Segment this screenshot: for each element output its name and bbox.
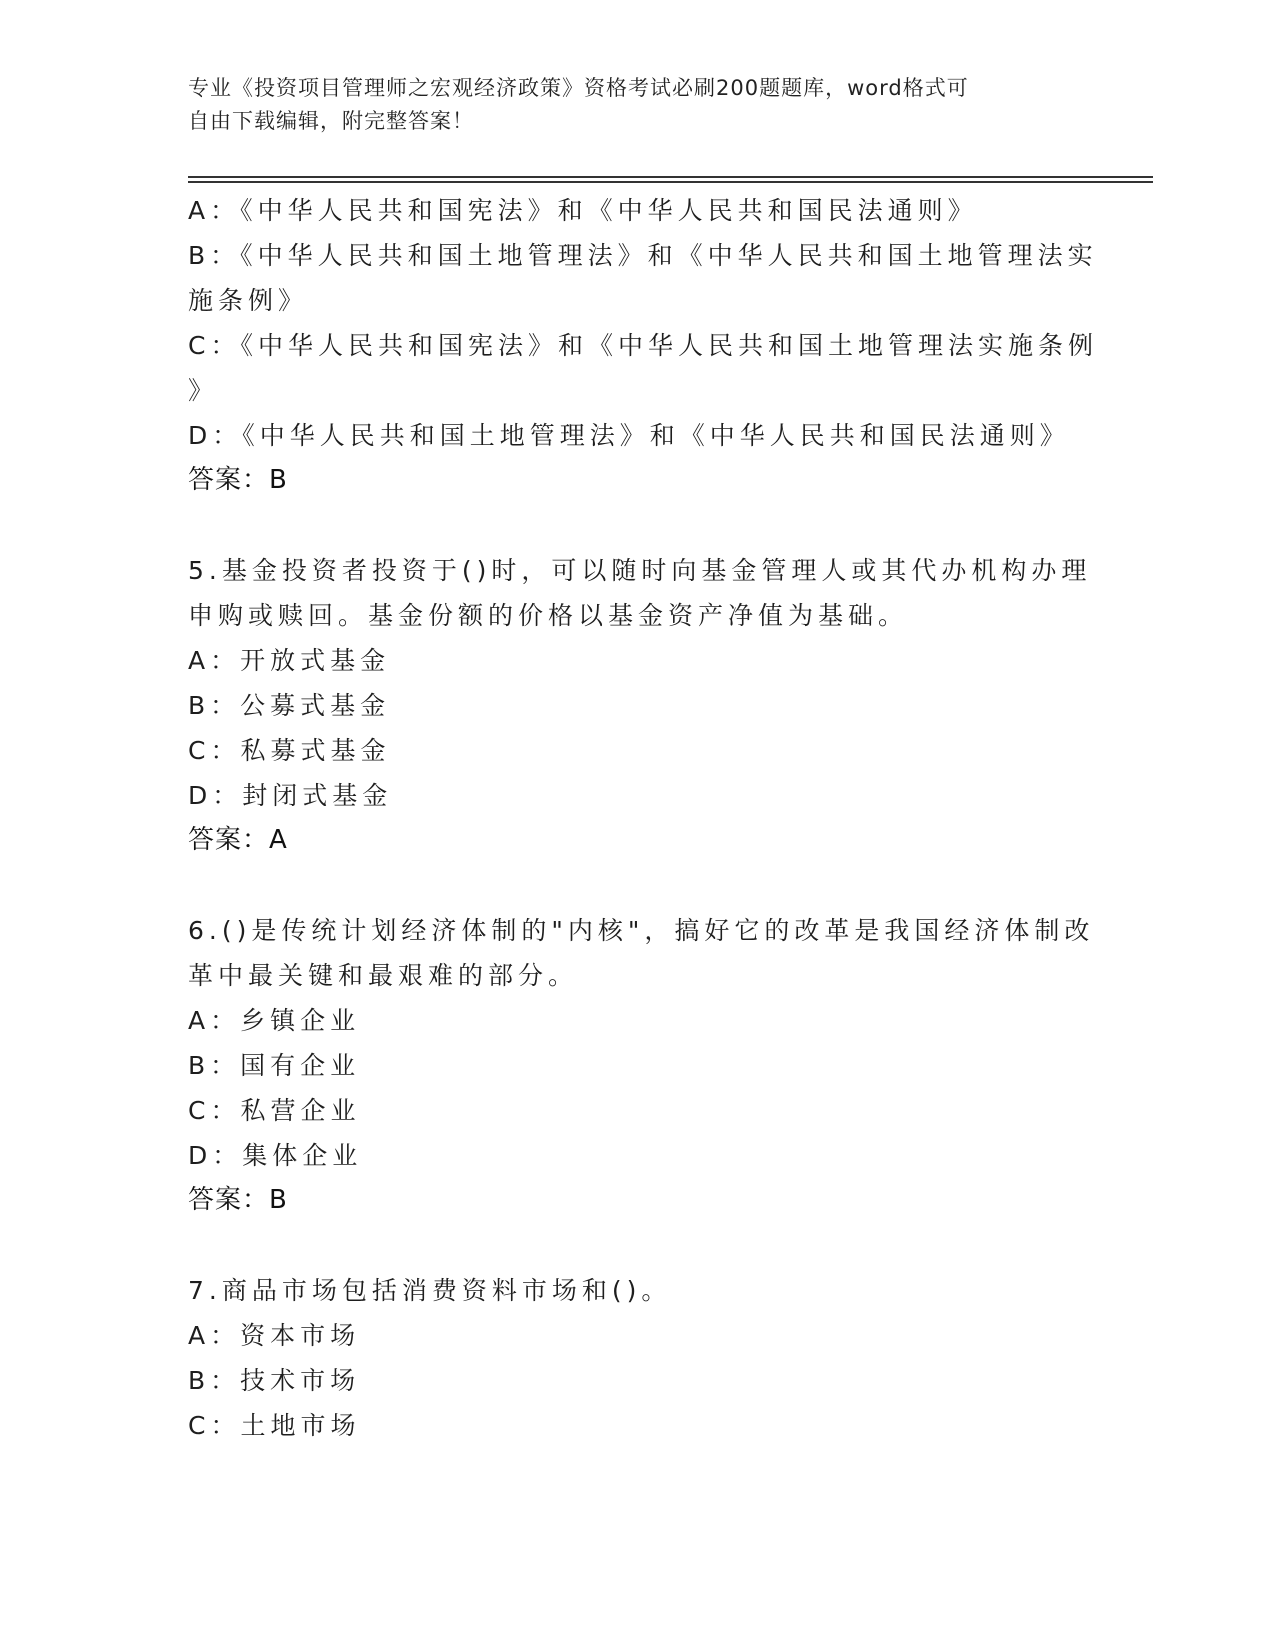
q4-option-a: A：《中华人民共和国宪法》和《中华人民共和国民法通则》	[188, 196, 978, 225]
q6-question-line-1: 6.()是传统计划经济体制的"内核"，搞好它的改革是我国经济体制改	[188, 916, 1095, 945]
question-7	[188, 1268, 1088, 1448]
question-6	[188, 908, 1095, 1223]
q4-option-b-line-1: B：《中华人民共和国土地管理法》和《中华人民共和国土地管理法实	[188, 241, 1098, 270]
q5-question-line-2: 申购或赎回。基金份额的价格以基金资产净值为基础。	[188, 601, 909, 630]
header-divider-bottom	[188, 181, 1153, 183]
spacer	[188, 863, 1088, 908]
question-4	[188, 188, 1098, 503]
q4-option-d: D：《中华人民共和国土地管理法》和《中华人民共和国民法通则》	[188, 421, 1070, 450]
header-divider-top	[188, 176, 1153, 178]
q6-option-d: D：集体企业	[188, 1141, 363, 1170]
q4-answer: 答案：B	[188, 465, 288, 495]
q7-option-a: A：资本市场	[188, 1321, 361, 1350]
q5-option-d: D：封闭式基金	[188, 781, 393, 810]
q6-option-a: A：乡镇企业	[188, 1006, 361, 1035]
q6-option-b: B：国有企业	[188, 1051, 361, 1080]
q7-option-b: B：技术市场	[188, 1366, 361, 1395]
header-title-line-1: 专业《投资项目管理师之宏观经济政策》资格考试必刷200题题库，word格式可	[188, 76, 969, 100]
q6-answer: 答案：B	[188, 1185, 288, 1215]
q4-option-b-line-2: 施条例》	[188, 286, 309, 315]
q5-option-a: A：开放式基金	[188, 646, 391, 675]
q5-question-line-1: 5.基金投资者投资于()时，可以随时向基金管理人或其代办机构办理	[188, 556, 1092, 585]
q4-option-c-line-1: C：《中华人民共和国宪法》和《中华人民共和国土地管理法实施条例	[188, 331, 1098, 360]
header-title-line-2: 自由下载编辑，附完整答案！	[188, 109, 474, 133]
spacer	[188, 1223, 1088, 1268]
question-5	[188, 548, 1092, 863]
q6-option-c: C：私营企业	[188, 1096, 361, 1125]
q5-option-b: B：公募式基金	[188, 691, 391, 720]
question-list	[188, 188, 1098, 1448]
spacer	[188, 503, 1088, 548]
q5-option-c: C：私募式基金	[188, 736, 391, 765]
document-header	[188, 72, 1068, 138]
q4-option-c-line-2: 》	[188, 376, 219, 405]
q5-answer: 答案：A	[188, 825, 288, 855]
q6-question-line-2: 革中最关键和最艰难的部分。	[188, 961, 579, 990]
q7-option-c: C：土地市场	[188, 1411, 361, 1440]
q7-question: 7.商品市场包括消费资料市场和()。	[188, 1276, 672, 1305]
